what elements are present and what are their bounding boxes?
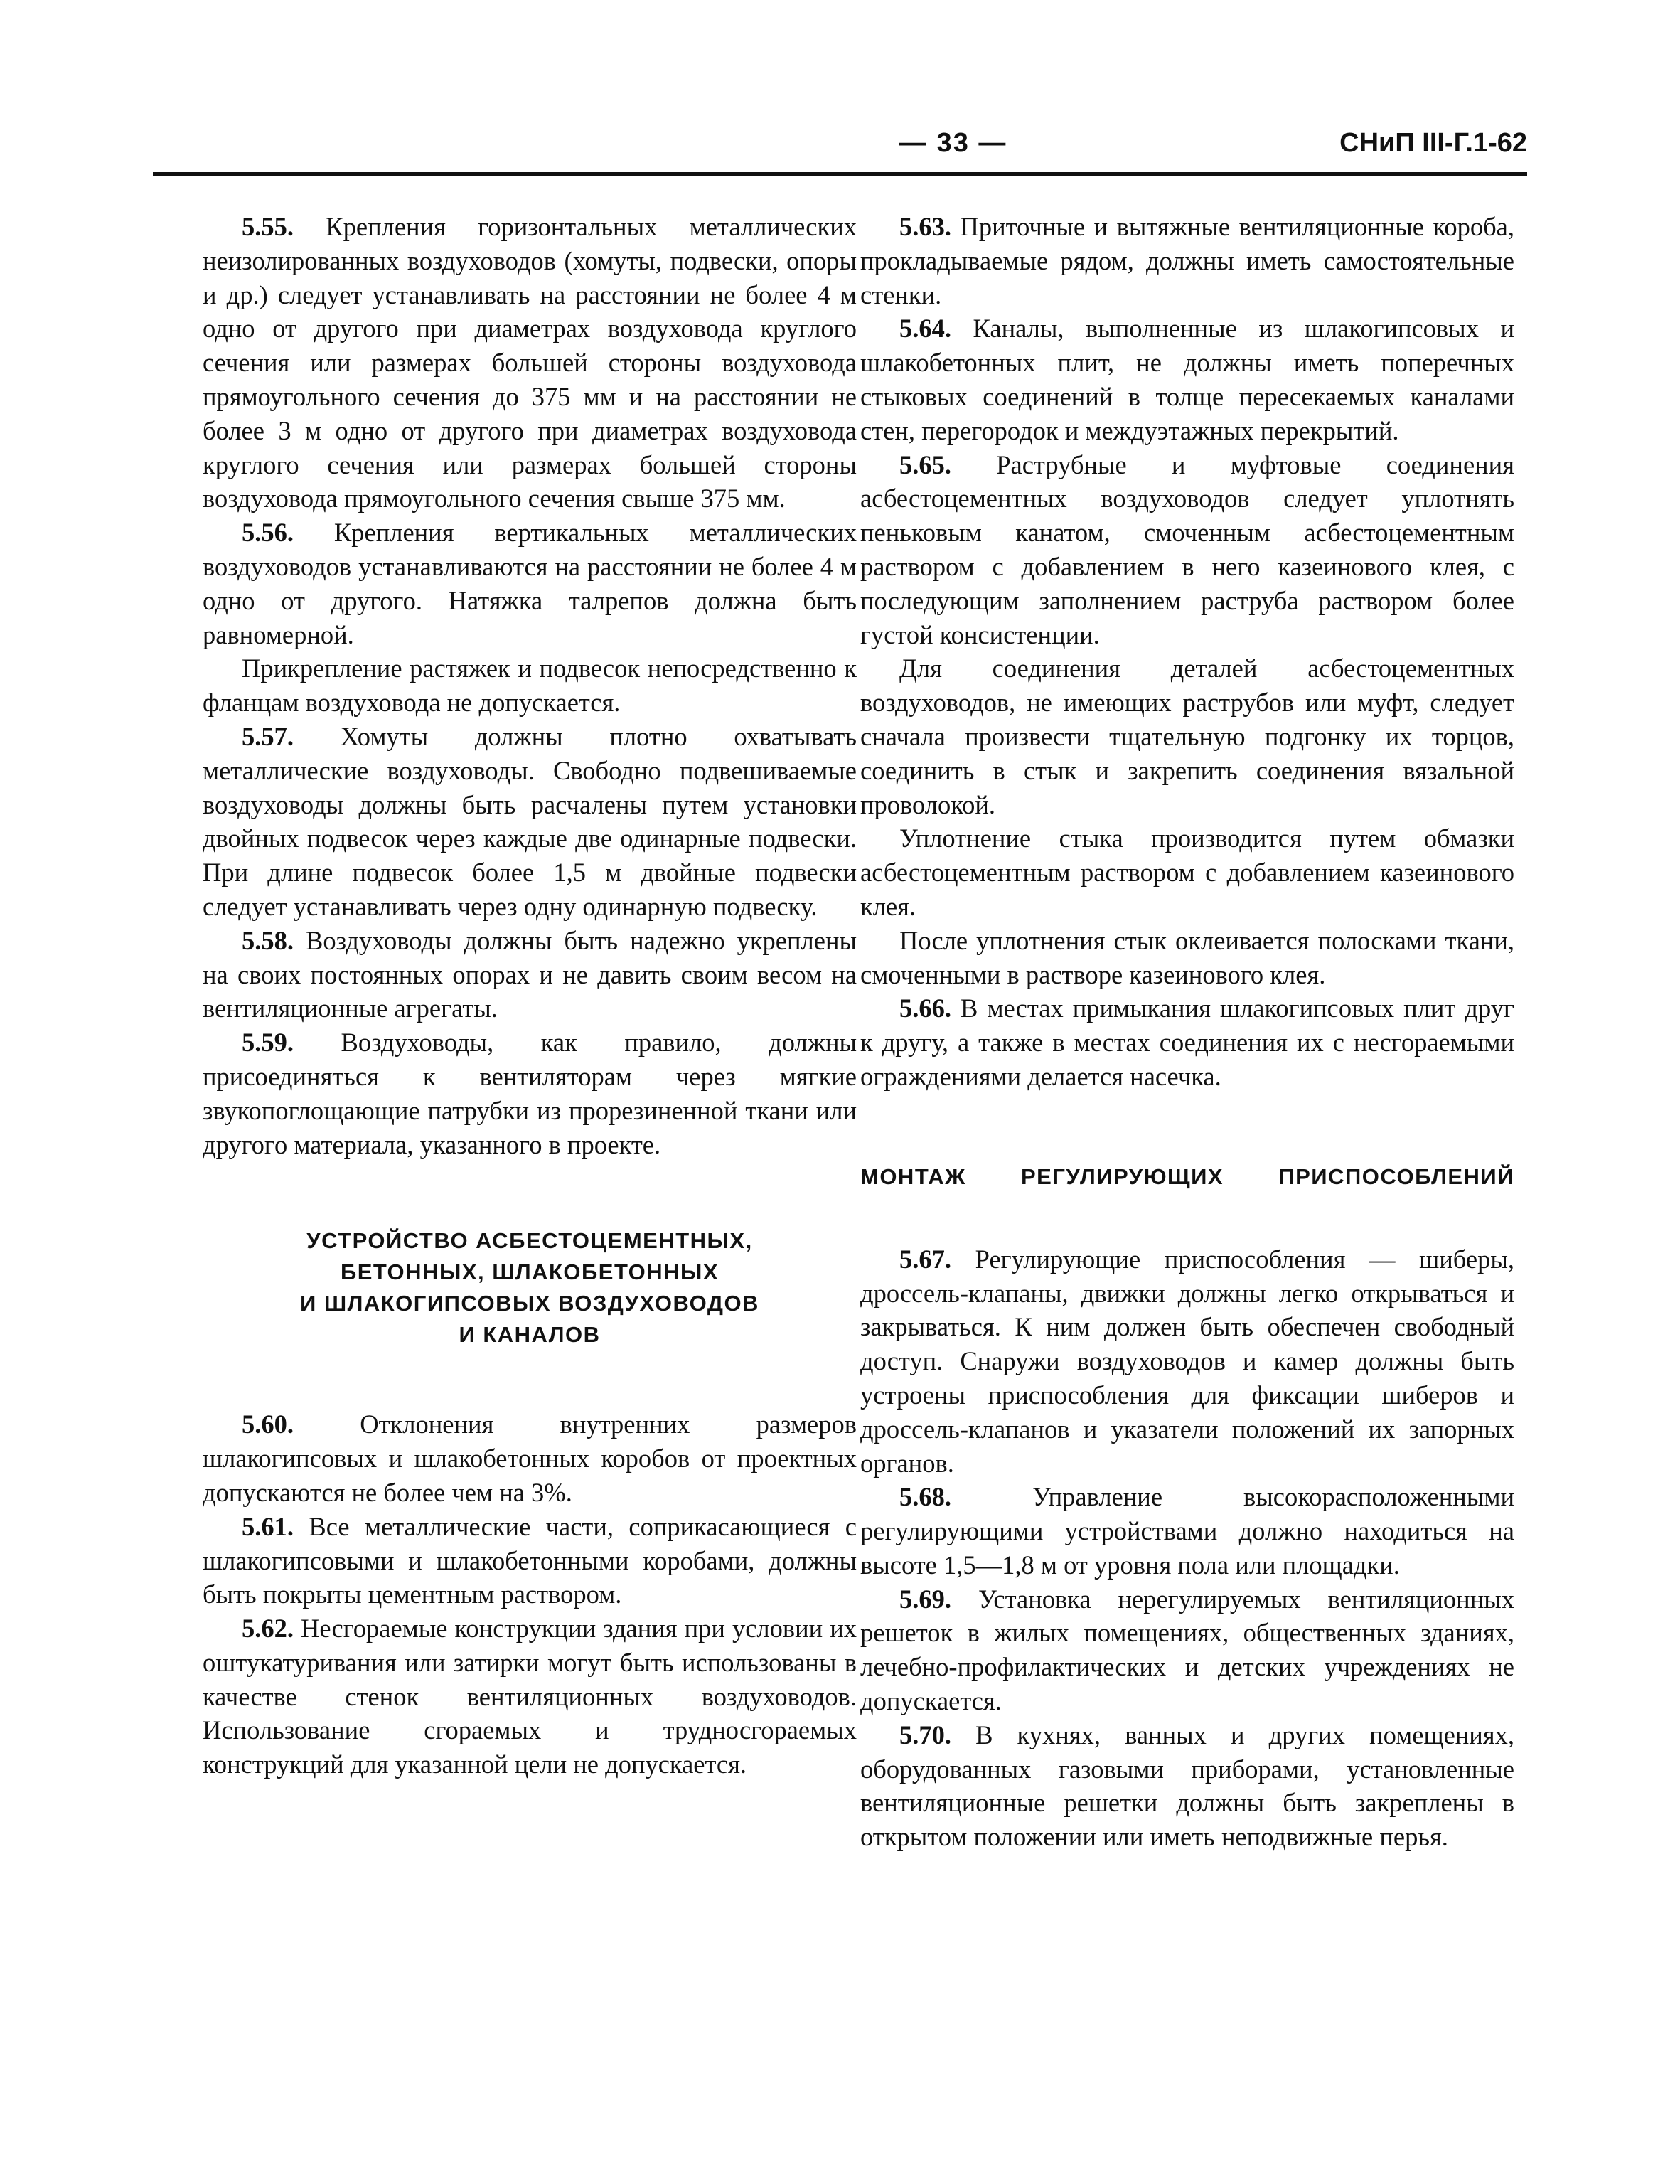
paragraph-5-65-taping: После уплотнения стык оклеивается полосками ткани, смоченными в растворе казеинового клея. xyxy=(860,925,1514,989)
paragraph-number: 5.62. xyxy=(242,1614,294,1644)
paragraph-number: 5.65. xyxy=(899,449,951,479)
paragraph-text: Все металлические части, соприкасающиеся с шлакогипсовыми и шлакобетонными коробами, должны быть покрыты цементным раствором. xyxy=(203,1511,857,1609)
paragraph-text: Крепления вертикальных металлических воздуховодов устанавливаются на расстоянии не более 4 м одно от другого. Натяжка талрепов должна быть равномерной. xyxy=(203,518,857,649)
paragraph-5-58 xyxy=(203,924,857,1026)
paragraph-5-66 xyxy=(860,991,1514,1093)
paragraph-5-65 xyxy=(860,448,1514,652)
paragraph-number: 5.61. xyxy=(242,1511,294,1541)
paragraph-text: Приточные и вытяжные вентиляционные короба, прокладываемые рядом, должны иметь самостоятельные стенки. xyxy=(860,212,1514,309)
paragraph-number: 5.55. xyxy=(242,212,294,241)
paragraph-number: 5.58. xyxy=(242,925,294,955)
section-heading-regulating: МОНТАЖ РЕГУЛИРУЮЩИХ ПРИСПОСОБЛЕНИЙ xyxy=(860,1163,1514,1189)
paragraph-number: 5.56. xyxy=(242,518,294,548)
paragraph-number: 5.60. xyxy=(242,1410,294,1439)
paragraph-text: Установка нерегулируемых вентиляционных решеток в жилых помещениях, общественных зданиях, лечебно-профилактических и детских учреждениях не допускается. xyxy=(860,1584,1515,1716)
paragraph-text: В местах примыкания шлакогипсовых плит друг к другу, а также в местах соединения их с несгораемыми ограждениями делается насечка. xyxy=(860,994,1514,1091)
page-header xyxy=(153,121,1527,171)
document-code: СНиП III-Г.1-62 xyxy=(1339,128,1527,158)
page-number: — 33 — xyxy=(899,128,1007,158)
paragraph-number: 5.66. xyxy=(899,994,951,1023)
paragraph-5-70 xyxy=(860,1718,1514,1854)
paragraph-text: Каналы, выполненные из шлакогипсовых и шлакобетонных плит, не должны иметь поперечных стыковых соединений в толще пересекаемых каналами стен, перегородок и междуэтажных перекрытий. xyxy=(860,314,1514,445)
paragraph-number: 5.57. xyxy=(242,721,294,751)
paragraph-number: 5.68. xyxy=(899,1482,951,1512)
paragraph-number: 5.69. xyxy=(899,1584,951,1614)
paragraph-text: Регулирующие приспособления — шиберы, дроссель-клапаны, движки должны легко открываться и закрываться. К ним должен быть обеспечен свободный доступ. Снаружи воздуховодов и камер должны быть устроены приспособления для фиксации шиберов и дроссель-клапанов и указатели положений их запорных органов. xyxy=(860,1244,1514,1478)
paragraph-5-62 xyxy=(203,1612,857,1781)
left-column xyxy=(203,210,857,1781)
paragraph-5-65-joining: Для соединения деталей асбестоцементных воздуховодов, не имеющих раструбов или муфт, следует сначала произвести тщательную подгонку их торцов, соединить в стык и закрепить соединения вязальной проволокой. xyxy=(860,654,1514,819)
section-heading-ducts xyxy=(203,1225,857,1351)
paragraph-text: Несгораемые конструкции здания при условии их оштукатуривания или затирки могут быть использованы в качестве стенок вентиляционных воздуховодов. Использование сгораемых и трудносгораемых конструкций для указанной цели не допускается. xyxy=(203,1614,857,1779)
heading-line: БЕТОННЫХ, ШЛАКОБЕТОННЫХ xyxy=(340,1259,719,1285)
paragraph-text: Управление высокорасположенными регулирующими устройствами должно находиться на высоте 1,5—1,8 м от уровня пола или площадки. xyxy=(860,1482,1514,1580)
heading-line: УСТРОЙСТВО АСБЕСТОЦЕМЕНТНЫХ, xyxy=(306,1228,753,1254)
right-column xyxy=(860,210,1514,1854)
paragraph-text: Крепления горизонтальных металлических неизолированных воздуховодов (хомуты, подвески, опоры и др.) следует устанавливать на расстоянии не более 4 м одно от другого при диаметрах воздуховода круглого сечения или размерах большей стороны воздуховода прямоугольного сечения до 375 мм и на расстоянии не более 3 м одно от другого при диаметрах воздуховода круглого сечения или размерах большей стороны воздуховода прямоугольного сечения свыше 375 мм. xyxy=(203,212,857,513)
paragraph-5-69 xyxy=(860,1582,1514,1718)
heading-line: И КАНАЛОВ xyxy=(459,1322,601,1348)
paragraph-text: В кухнях, ванных и других помещениях, оборудованных газовыми приборами, установленные вентиляционные решетки должны быть закреплены в открытом положении или иметь неподвижные перья. xyxy=(860,1720,1514,1852)
header-rule xyxy=(153,172,1527,176)
paragraph-number: 5.70. xyxy=(899,1720,951,1749)
paragraph-5-59 xyxy=(203,1026,857,1161)
paragraph-5-56-continued: Прикрепление растяжек и подвесок непосредственно к фланцам воздуховода не допускается. xyxy=(203,654,857,718)
paragraph-text: Воздуховоды должны быть надежно укреплены на своих постоянных опорах и не давить своим весом на вентиляционные агрегаты. xyxy=(203,925,857,1023)
heading-line: И ШЛАКОГИПСОВЫХ ВОЗДУХОВОДОВ xyxy=(300,1291,759,1316)
paragraph-5-68 xyxy=(860,1480,1514,1582)
paragraph-text: Хомуты должны плотно охватывать металлические воздуховоды. Свободно подвешиваемые воздуховоды должны быть расчалены путем установки двойных подвесок через каждые две одинарные подвески. При длине подвесок более 1,5 м двойные подвески следует устанавливать через одну одинарную подвеску. xyxy=(203,721,857,921)
paragraph-number: 5.59. xyxy=(242,1028,294,1058)
paragraph-5-63 xyxy=(860,210,1514,311)
paragraph-5-64 xyxy=(860,311,1514,447)
paragraph-5-57 xyxy=(203,720,857,924)
paragraph-5-60 xyxy=(203,1407,857,1509)
paragraph-number: 5.67. xyxy=(899,1244,951,1274)
paragraph-5-61 xyxy=(203,1510,857,1612)
paragraph-number: 5.63. xyxy=(899,212,951,241)
paragraph-text: Раструбные и муфтовые соединения асбестоцементных воздуховодов следует уплотнять пеньковым канатом, смоченным асбестоцементным раствором с добавлением в него казеинового клея, с последующим заполнением раструба раствором более густой консистенции. xyxy=(860,449,1514,649)
paragraph-text: Отклонения внутренних размеров шлакогипсовых и шлакобетонных коробов от проектных допускаются не более чем на 3%. xyxy=(203,1410,857,1507)
paragraph-5-56 xyxy=(203,516,857,651)
paragraph-5-67 xyxy=(860,1242,1514,1481)
paragraph-text: Воздуховоды, как правило, должны присоединяться к вентиляторам через мягкие звукопоглощающие патрубки из прорезиненной ткани или другого материала, указанного в проекте. xyxy=(203,1028,857,1159)
paragraph-5-65-sealing: Уплотнение стыка производится путем обмазки асбестоцементным раствором с добавлением казеинового клея. xyxy=(860,824,1514,921)
paragraph-number: 5.64. xyxy=(899,314,951,343)
paragraph-5-55 xyxy=(203,210,857,516)
